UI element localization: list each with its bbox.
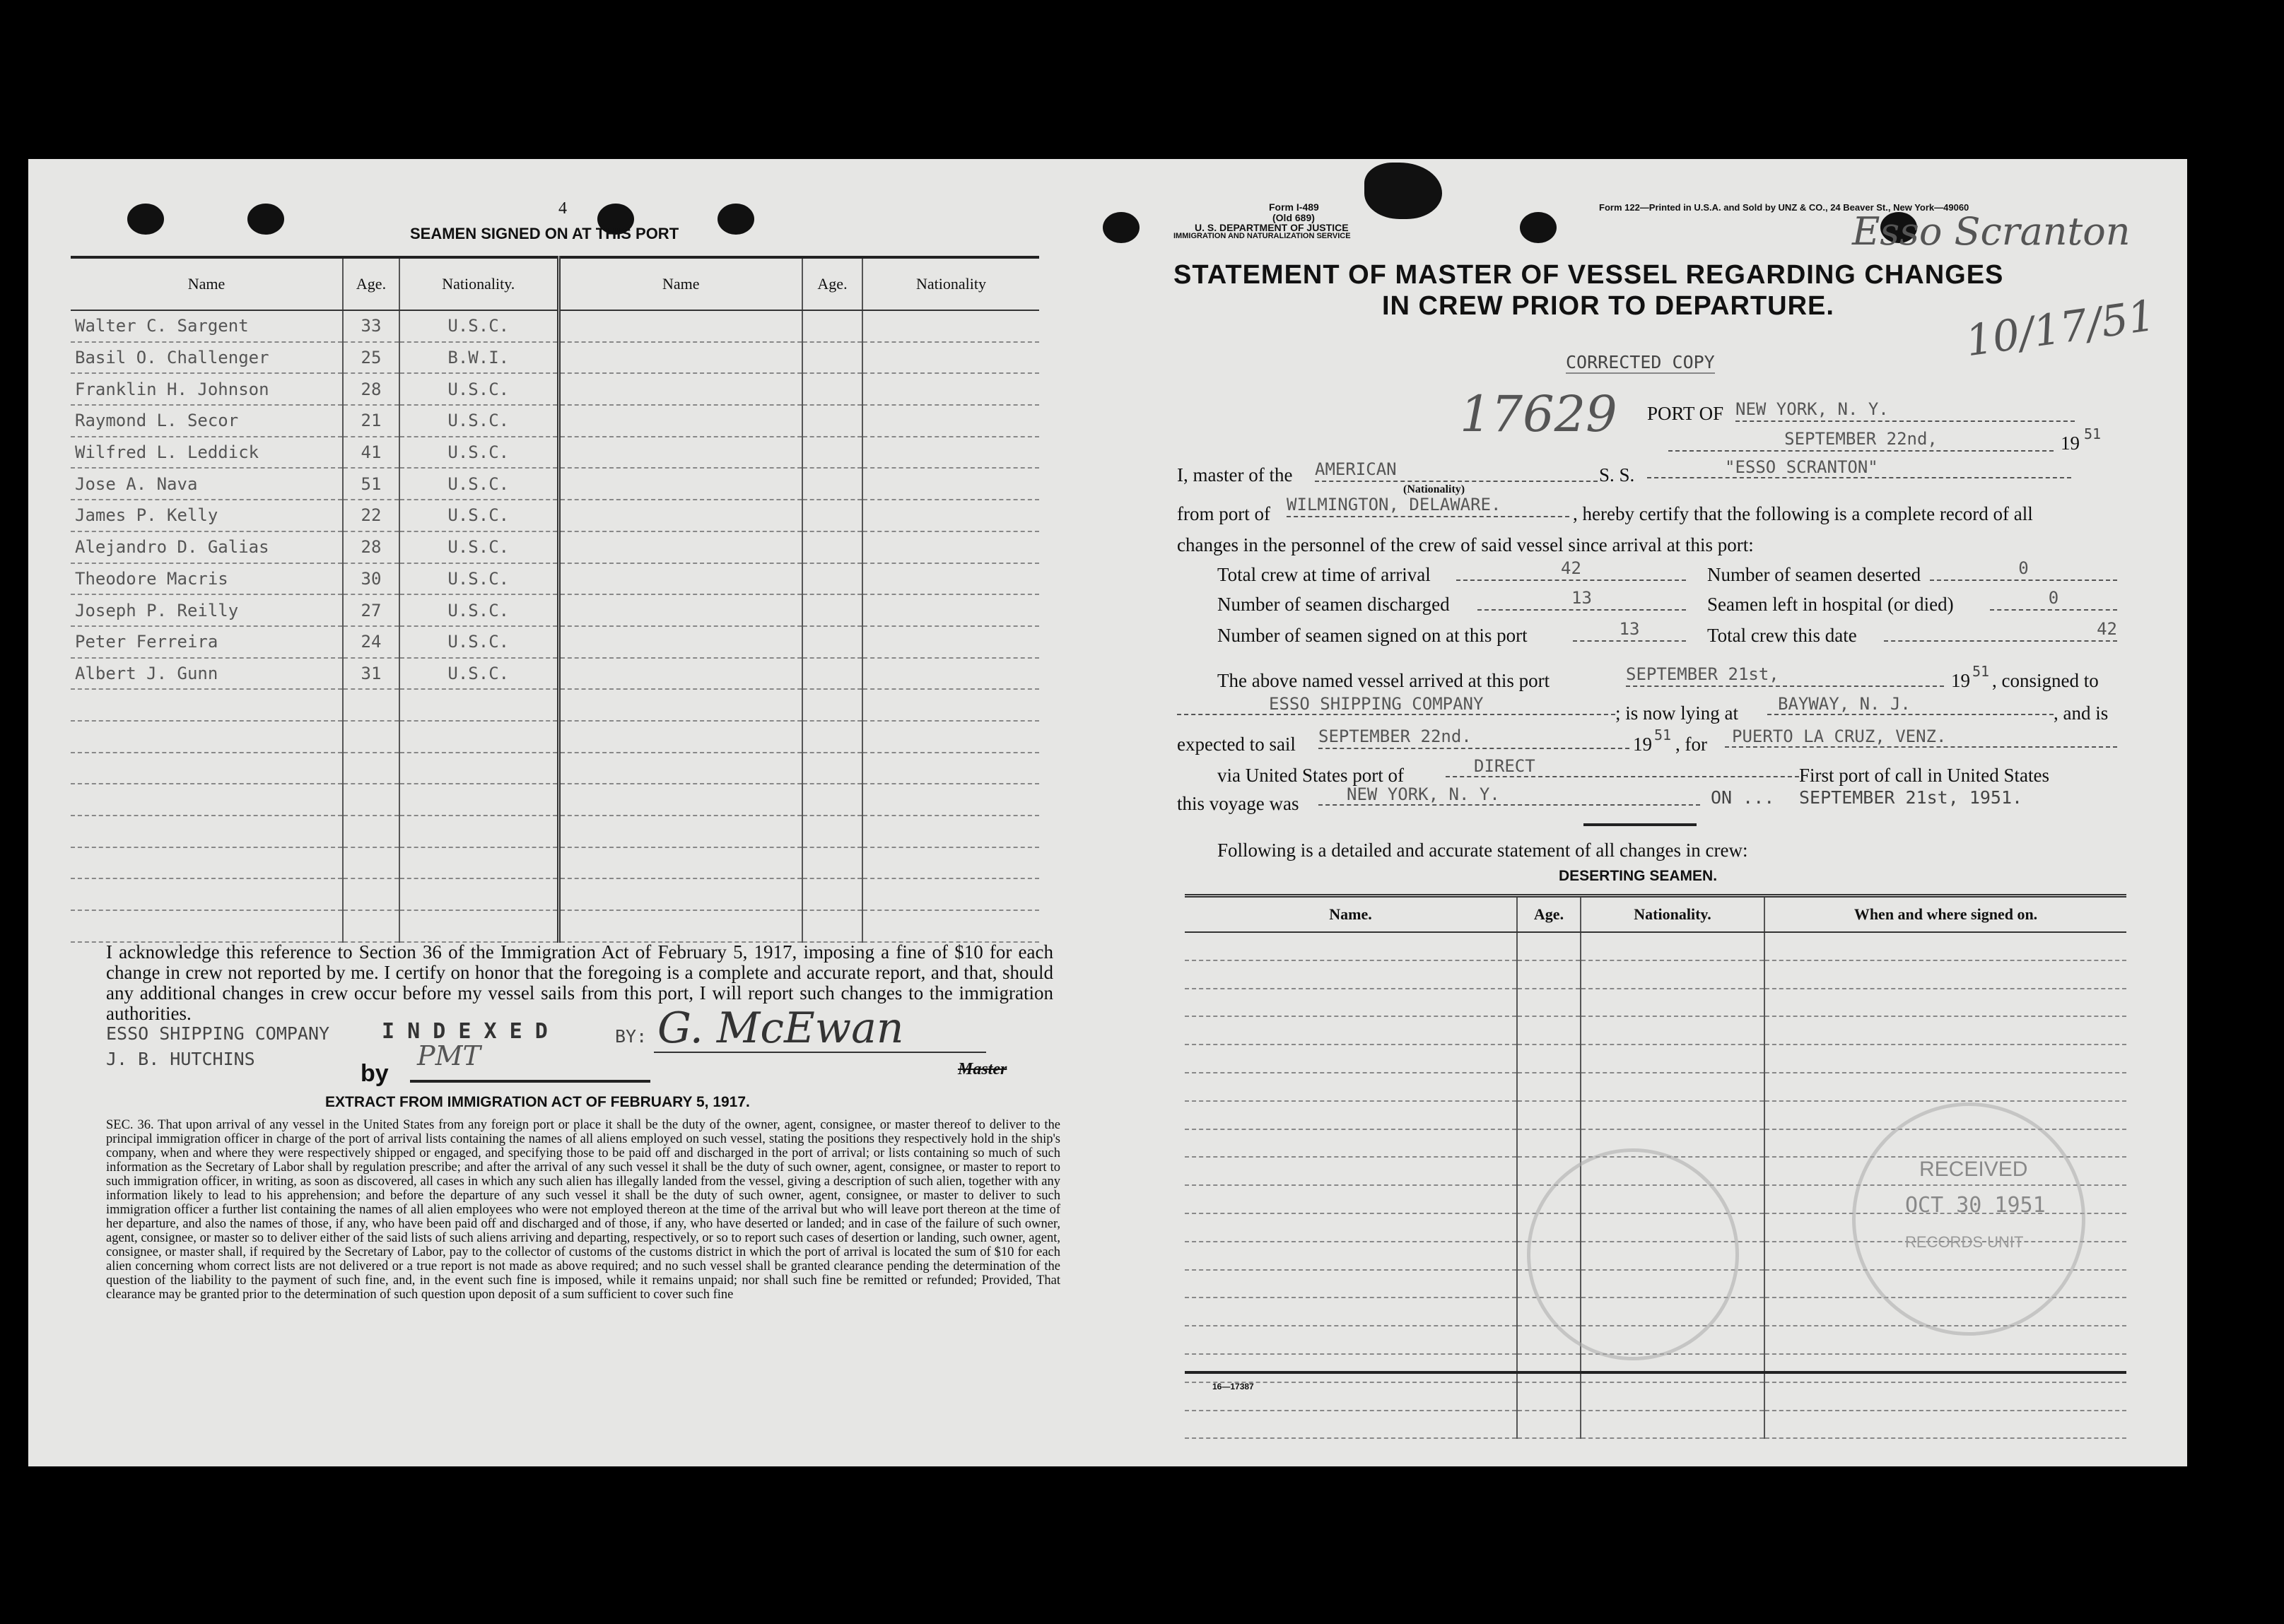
hospital-label: Seamen left in hospital (or died): [1707, 594, 1954, 615]
seaman-age: 51: [343, 468, 399, 500]
and-is-label: , and is: [2054, 702, 2109, 724]
corrected-copy: CORRECTED COPY: [1566, 352, 1715, 372]
col-header-nationality: Nationality.: [399, 257, 558, 310]
indexed-by-initials: PMT: [417, 1040, 481, 1071]
left-page-title: SEAMEN SIGNED ON AT THIS PORT: [410, 225, 679, 242]
table-row: [1185, 960, 2126, 989]
table-row: [71, 531, 1039, 563]
seaman-nationality: U.S.C.: [399, 626, 558, 658]
discharged-label: Number of seamen discharged: [1217, 594, 1450, 615]
table-row: [71, 437, 1039, 469]
handwritten-ship-name: Esso Scranton: [1852, 209, 2131, 254]
discharged-value: 13: [1477, 588, 1686, 611]
seaman-age: 31: [343, 658, 399, 690]
seamen-signed-on-table: [71, 256, 1039, 943]
table-row: [71, 658, 1039, 690]
from-port-field: WILMINGTON, DELAWARE.: [1287, 495, 1569, 517]
seaman-nationality: U.S.C.: [399, 500, 558, 531]
seaman-name: Walter C. Sargent: [71, 310, 343, 342]
nationality-field: AMERICAN: [1315, 459, 1598, 482]
seaman-nationality: U.S.C.: [399, 563, 558, 595]
form-old-number: (Old 689): [1272, 212, 1315, 223]
total-today-value: 42: [1884, 619, 2117, 642]
seaman-name: Theodore Macris: [71, 563, 343, 595]
table-row: [71, 310, 1039, 342]
form-title-line2: IN CREW PRIOR TO DEPARTURE.: [1382, 291, 1834, 321]
table-row: [71, 405, 1039, 437]
table-row: [1185, 989, 2126, 1017]
seaman-age: 28: [343, 373, 399, 405]
punch-hole: [1520, 212, 1557, 243]
hospital-value: 0: [1990, 588, 2117, 611]
consignee-field: ESSO SHIPPING COMPANY: [1177, 694, 1615, 715]
form-title-line1: STATEMENT OF MASTER OF VESSEL REGARDING CHANGES: [1173, 260, 2004, 290]
sail-year-suffix: 51: [1654, 726, 1672, 743]
table-row: [1185, 1354, 2126, 1382]
col-header-name: Name: [71, 257, 343, 310]
master-of-label: I, master of the: [1177, 464, 1293, 486]
table-row: [71, 689, 1039, 721]
indexed-by-line: [410, 1080, 650, 1083]
col-header-nationality: Nationality.: [1581, 896, 1764, 933]
stamp-date-text: OCT 30 1951: [1905, 1193, 2046, 1218]
seaman-nationality: U.S.C.: [399, 310, 558, 342]
total-arrival-label: Total crew at time of arrival: [1217, 564, 1431, 585]
table-row: [1185, 1073, 2126, 1101]
seaman-age: 33: [343, 310, 399, 342]
table-row: [71, 910, 1039, 942]
arrived-year-prefix: 19: [1951, 670, 1970, 691]
extract-title: EXTRACT FROM IMMIGRATION ACT OF FEBRUARY 5, 1917.: [325, 1094, 750, 1110]
handwritten-date: 10/17/51: [1962, 290, 2159, 367]
col-header-nationality-2: Nationality: [862, 257, 1039, 310]
punch-hole: [718, 204, 754, 235]
consigned-label: , consigned to: [1992, 670, 2099, 691]
seaman-age: 30: [343, 563, 399, 595]
signed-on-label: Number of seamen signed on at this port: [1217, 625, 1528, 646]
destination-field: PUERTO LA CRUZ, VENZ.: [1725, 726, 2117, 748]
seaman-name: Joseph P. Reilly: [71, 594, 343, 626]
lying-label: ; is now lying at: [1615, 702, 1738, 724]
col-header-name: Name.: [1185, 896, 1517, 933]
col-header-age: Age.: [1517, 896, 1581, 933]
seaman-nationality: U.S.C.: [399, 658, 558, 690]
seaman-name: Basil O. Challenger: [71, 342, 343, 374]
indexed-by-label: by: [361, 1060, 389, 1087]
master-signature: G. McEwan: [657, 1004, 904, 1053]
footer-code: 16—17387: [1212, 1382, 1254, 1391]
by-label: BY:: [615, 1026, 648, 1047]
seaman-age: 41: [343, 437, 399, 469]
via-port-field: DIRECT: [1446, 756, 1799, 777]
stamp-received-text: RECEIVED: [1919, 1158, 2028, 1181]
col-header-signed-on: When and where signed on.: [1764, 896, 2126, 933]
table-row: [71, 563, 1039, 595]
page-number: 4: [558, 199, 567, 218]
stamp-unit-text: RECORDS UNIT: [1905, 1233, 2024, 1251]
certify-text-2: changes in the personnel of the crew of said vessel since arrival at this port:: [1177, 534, 1754, 555]
seaman-nationality: B.W.I.: [399, 342, 558, 374]
seaman-name: Alejandro D. Galias: [71, 531, 343, 563]
table-bottom-rule: [1185, 1371, 2126, 1374]
table-row: [71, 468, 1039, 500]
form-number: Form I-489: [1269, 201, 1319, 213]
sail-year-prefix: 19: [1633, 734, 1652, 755]
seaman-name: Peter Ferreira: [71, 626, 343, 658]
master-label: Master: [958, 1060, 1007, 1078]
seaman-nationality: U.S.C.: [399, 373, 558, 405]
company-name: ESSO SHIPPING COMPANY: [106, 1023, 330, 1044]
via-label: via United States port of: [1217, 765, 1404, 786]
received-stamp: [1852, 1102, 2085, 1336]
seaman-age: 25: [343, 342, 399, 374]
punch-hole: [247, 204, 284, 235]
printer-note: Form 122—Printed in U.S.A. and Sold by UNZ & CO., 24 Beaver St., New York—49060: [1599, 202, 1969, 213]
col-header-name-2: Name: [558, 257, 802, 310]
total-today-label: Total crew this date: [1707, 625, 1857, 646]
table-row: [71, 342, 1039, 374]
seaman-age: 22: [343, 500, 399, 531]
indexed-stamp: I N D E X E D: [382, 1019, 548, 1044]
table-row: [71, 500, 1039, 531]
table-row: [1185, 1016, 2126, 1045]
col-header-age: Age.: [343, 257, 399, 310]
department: U. S. DEPARTMENT OF JUSTICE: [1195, 222, 1349, 233]
seaman-nationality: U.S.C.: [399, 437, 558, 469]
seaman-nationality: U.S.C.: [399, 594, 558, 626]
arrived-label: The above named vessel arrived at this port: [1217, 670, 1550, 691]
table-row: [71, 753, 1039, 784]
service: IMMIGRATION AND NATURALIZATION SERVICE: [1173, 232, 1351, 240]
expected-label: expected to sail: [1177, 734, 1296, 755]
total-arrival-value: 42: [1456, 558, 1686, 581]
table-row: [71, 878, 1039, 910]
punch-hole: [1103, 212, 1140, 243]
punch-hole: [127, 204, 164, 235]
year-suffix: 51: [2084, 425, 2102, 442]
signature-line: [654, 1052, 986, 1053]
table-row: [71, 816, 1039, 847]
lying-at-field: BAYWAY, N. J.: [1767, 694, 2054, 715]
table-row: [1185, 1382, 2126, 1411]
seaman-name: Jose A. Nava: [71, 468, 343, 500]
col-header-age-2: Age.: [802, 257, 862, 310]
seaman-nationality: U.S.C.: [399, 468, 558, 500]
table-row: [71, 626, 1039, 658]
seaman-name: Franklin H. Johnson: [71, 373, 343, 405]
seal-stamp: [1527, 1148, 1739, 1360]
seaman-nationality: U.S.C.: [399, 405, 558, 437]
seaman-age: 21: [343, 405, 399, 437]
seaman-age: 27: [343, 594, 399, 626]
table-row: [71, 594, 1039, 626]
section-divider: [1583, 823, 1697, 826]
deserting-title: DESERTING SEAMEN.: [1559, 868, 1718, 884]
deserted-label: Number of seamen deserted: [1707, 564, 1921, 585]
seaman-name: Wilfred L. Leddick: [71, 437, 343, 469]
table-row: [71, 847, 1039, 879]
following-text: Following is a detailed and accurate statement of all changes in crew:: [1217, 840, 1748, 861]
deserted-value: 0: [1930, 558, 2117, 581]
extract-text: SEC. 36. That upon arrival of any vessel in the United States from any foreign port or place it shall be the duty of the owner, agent, consignee, or master thereof to deliver to the principal immigration officer in charge of the port of arrival lists containing the names of all aliens employed on such vessel, stating the positions they respectively hold in the ship's company, when and where they were respectively shipped or engaged, and specifying those to be paid off and discharged in the port of arrival; or lists containing so much of such information as the Secretary of Labor shall by regulation prescribe; and after the arrival of any such vessel it shall be the duty of such owner, agent, consignee, or master to report to such immigration officer, in writing, as soon as discovered, all cases in which any such alien has illegally landed from the vessel, giving a description of such alien, together with any information likely to lead to his apprehension; and before the departure of any such vessel it shall be the duty of such owner, agent, consignee, or master to deliver to such immigration officer a further list containing the names of all alien employees who were not employed thereon at the time of the arrival but who will leave port thereon at the time of her departure, and also the names of those, if any, who have been paid off and discharged and of those, if any, who have deserted or landed; and in case of the failure of such owner, agent, consignee, or master so to deliver either of the said lists of such aliens arriving and departing, respectively, or so to report such cases of desertion or landing, such owner, agent, consignee, or master shall, if required by the Secretary of Labor, pay to the collector of customs of the customs district in which the port of arrival is located the sum of $10 for each alien concerning whom correct lists are not delivered or a true report is not made as above required; and no such vessel shall be granted clearance pending the determination of the question of the liability to the payment of such fine, and, in the event such fine is imposed, while it remains unpaid; nor shall such fine be remitted or refunded; Provided, That clearance may be granted prior to the determination of such question upon deposit of a sum sufficient to cover such fine: [106, 1118, 1060, 1302]
year-prefix: 19: [2061, 433, 2080, 454]
port-field: NEW YORK, N. Y.: [1735, 399, 2075, 422]
arrived-date: SEPTEMBER 21st,: [1626, 664, 1944, 687]
on-date: SEPTEMBER 21st, 1951.: [1799, 787, 2023, 808]
seaman-name: James P. Kelly: [71, 500, 343, 531]
table-row: [1185, 1045, 2126, 1073]
seaman-name: Albert J. Gunn: [71, 658, 343, 690]
for-label: , for: [1675, 734, 1707, 755]
seaman-age: 24: [343, 626, 399, 658]
table-row: [1185, 1411, 2126, 1439]
vessel-field: "ESSO SCRANTON": [1647, 457, 2071, 478]
first-port-label: First port of call in United States: [1799, 765, 2049, 786]
signed-on-value: 13: [1573, 619, 1686, 642]
acknowledgement-text: I acknowledge this reference to Section 36 of the Immigration Act of February 5, 1917, imposing a fine of $10 for each change in crew not reported by me. I certify on honor that the foregoing is a complete and accurate report, and that, should any additional changes in crew occur before my vessel sails from this port, I will report such changes to the immigration authorities.: [106, 941, 1053, 1024]
table-row: [1185, 932, 2126, 960]
ss-label: S. S.: [1599, 464, 1635, 486]
file-number: 17629: [1460, 385, 1617, 443]
seaman-name: Raymond L. Secor: [71, 405, 343, 437]
voyage-label: this voyage was: [1177, 793, 1299, 814]
arrived-year-suffix: 51: [1972, 663, 1990, 680]
on-label: ON ...: [1711, 787, 1775, 808]
table-row: [71, 373, 1039, 405]
nationality-label: (Nationality): [1403, 483, 1465, 495]
date-field: SEPTEMBER 22nd,: [1668, 429, 2054, 452]
sail-date-field: SEPTEMBER 22nd.: [1318, 726, 1629, 749]
from-port-label: from port of: [1177, 503, 1270, 524]
seaman-age: 28: [343, 531, 399, 563]
first-port-field: NEW YORK, N. Y.: [1318, 784, 1700, 806]
port-of-label: PORT OF: [1647, 403, 1724, 424]
certify-text: , hereby certify that the following is a complete record of all: [1573, 503, 2033, 524]
master-name: J. B. HUTCHINS: [106, 1049, 255, 1069]
seaman-nationality: U.S.C.: [399, 531, 558, 563]
table-row: [71, 784, 1039, 816]
table-row: [71, 721, 1039, 753]
